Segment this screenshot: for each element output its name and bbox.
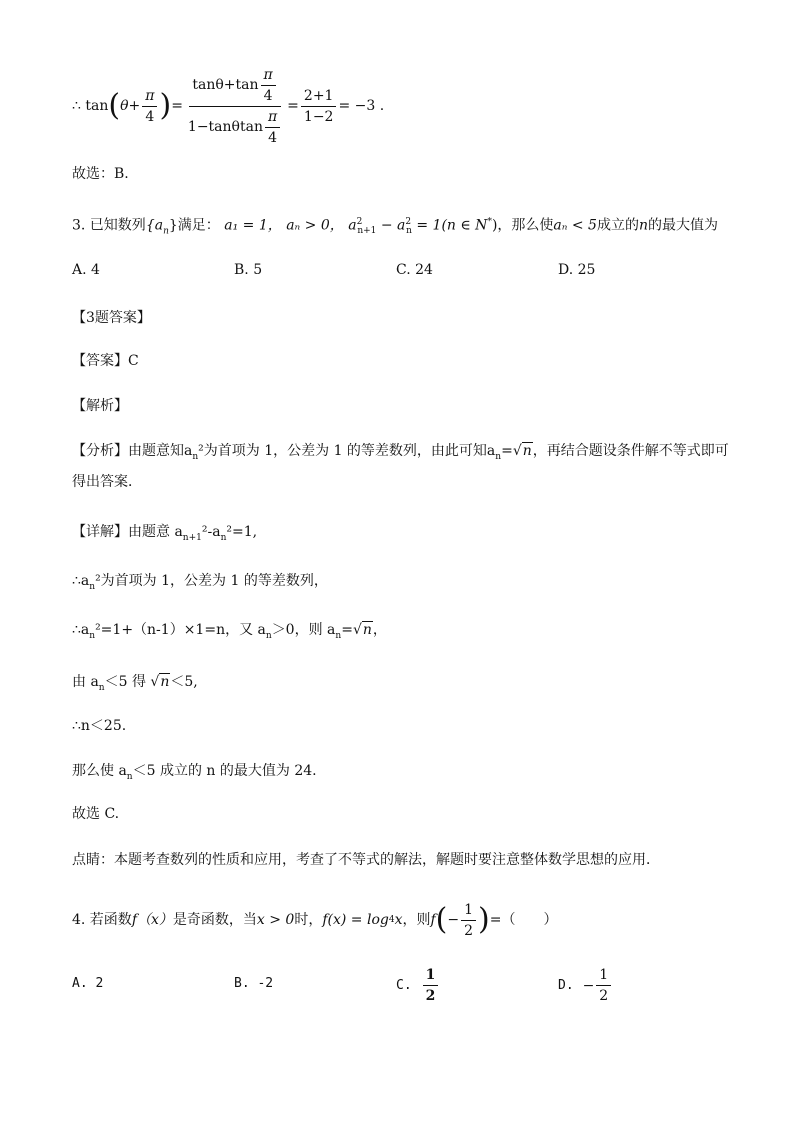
fenxi-line-1: 【分析】由题意知$a_n^2$为首项为 1，公差为 1 的等差数列，由此可知$a_n=√n$，再结合题设条件解不等式即可: [72, 443, 729, 462]
tan-formula: ∴ tan ( θ + $\frac{\pi}{4}$ ) = tanθ+tan $\frac{\pi}{4}$ 1−tanθtan $\frac{\pi}{4}$ = $\frac{2+1}{1-2}$ = −3 .: [72, 66, 385, 146]
main-fraction: tanθ+tan $\frac{\pi}{4}$ 1−tanθtan $\frac{\pi}{4}$: [185, 66, 285, 147]
fenxi-line-2: 得出答案．: [72, 474, 142, 490]
q4-option-c[interactable]: C. $\frac{1}{2}$: [396, 966, 440, 1005]
q3-option-a[interactable]: A. 4: [72, 262, 100, 278]
q3-option-b[interactable]: B. 5: [234, 262, 263, 278]
q4-option-a[interactable]: A. 2: [72, 976, 104, 991]
answer-line: 【答案】C: [72, 353, 139, 369]
sqrt-n: √n: [150, 674, 170, 690]
q4-option-b[interactable]: B. -2: [234, 976, 274, 991]
choose-b: 故选：B.: [72, 166, 129, 182]
step-2: $\therefore a_n^2=1+(n-1)\times 1=n$，又 $a_n>0$，则 $a_n=√n$，: [72, 622, 387, 641]
q3-answer-title: 【3题答案】: [72, 310, 151, 326]
jiexi-title: 【解析】: [72, 398, 128, 414]
choose-c: 故选 C.: [72, 806, 120, 822]
step-4: ∴n＜25.: [72, 718, 127, 734]
sqrt-n: √n: [352, 622, 372, 638]
q3-option-c[interactable]: C. 24: [396, 262, 433, 278]
q3-option-d[interactable]: D. 25: [558, 262, 596, 278]
question-4-stem: 4. 若函数 f（x） 是奇函数，当 x > 0 时， f(x) = log 4 x ，则 f ( − $\frac{1}{2}$ ) =（ ）: [72, 901, 558, 939]
pi-over-4-fraction: $\frac{\pi}{4}$: [142, 87, 157, 126]
dianjing-line: 点睛：本题考查数列的性质和应用，考查了不等式的解法，解题时要注意整体数学思想的应用．: [72, 852, 660, 868]
tan-label: tan: [85, 98, 109, 114]
step-5: 那么使 $a_n<5$ 成立的 n 的最大值为 24.: [72, 763, 317, 782]
question-3-stem: 3. 已知数列$\{a_n\}$满足： a₁ = 1， aₙ > 0， $a^2_{n+1} - a^2_n = 1(n$ ∈ N*)，那么使aₙ < 5成立的n的最大值为: [72, 217, 718, 237]
q4-option-d[interactable]: D. − $\frac{1}{2}$: [558, 966, 613, 1005]
xiangjie-line: 【详解】由题意 $a_{n+1}^2-a_n^2=1$,: [72, 524, 258, 543]
step-1: $\therefore a_n^2$为首项为 1，公差为 1 的等差数列，: [72, 573, 328, 592]
half-fraction: $\frac{1}{2}$: [461, 901, 476, 940]
step-3: 由 $a_n<5$ 得 √n＜5,: [72, 674, 198, 693]
therefore-symbol: ∴: [72, 98, 81, 114]
numeric-fraction: $\frac{2+1}{1-2}$: [301, 87, 337, 126]
sqrt-n: √n: [512, 443, 532, 459]
